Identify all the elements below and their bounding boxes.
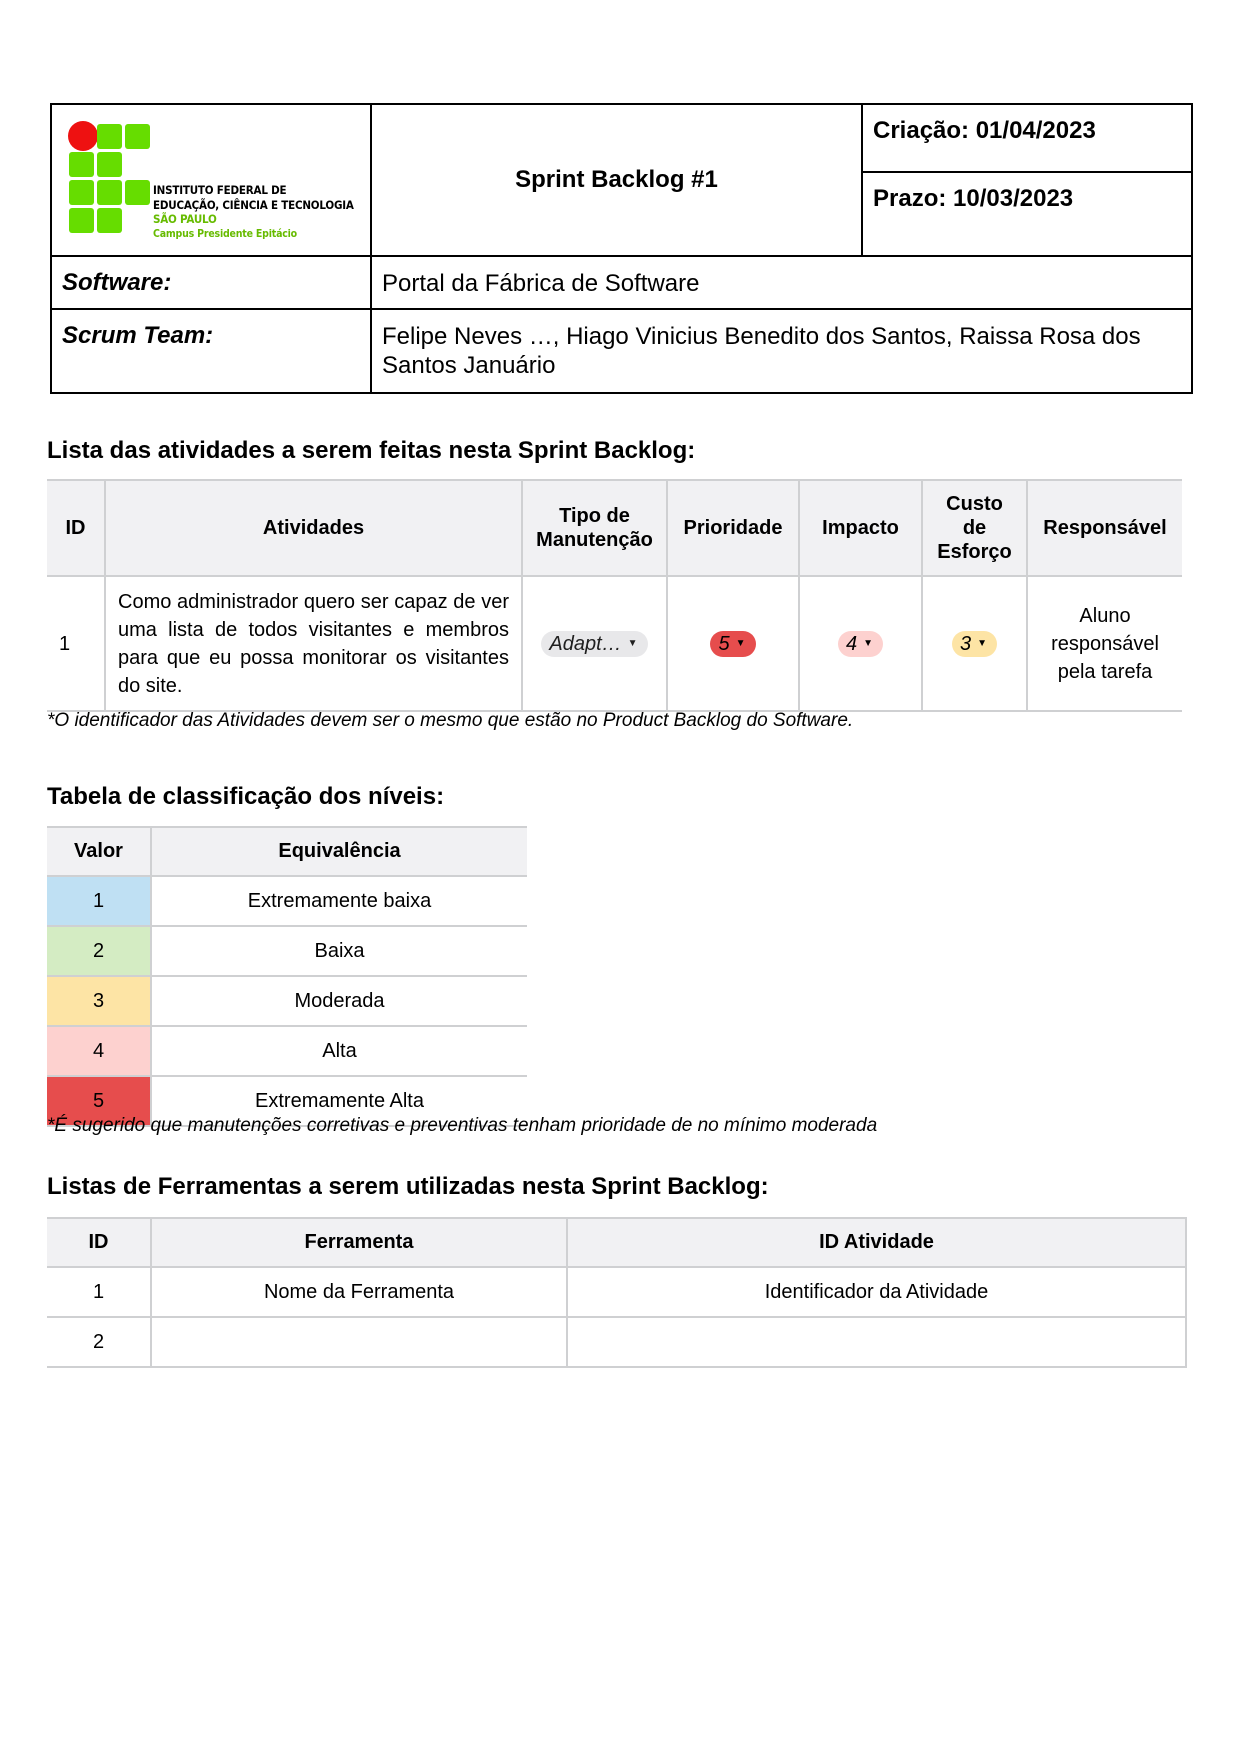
- chevron-down-icon: ▼: [863, 637, 874, 649]
- level-label: Moderada: [151, 976, 527, 1026]
- col-tool: Ferramenta: [151, 1218, 567, 1267]
- software-label: Software:: [51, 256, 371, 309]
- levels-heading: Tabela de classificação dos níveis:: [47, 783, 445, 810]
- col-effort: Custo de Esforço: [922, 480, 1027, 576]
- col-priority: Prioridade: [667, 480, 799, 576]
- col-activities: Atividades: [105, 480, 522, 576]
- col-value: Valor: [47, 827, 151, 876]
- maintenance-type-dropdown[interactable]: Adapt… ▼: [541, 631, 647, 657]
- tools-heading: Listas de Ferramentas a serem utilizadas nesta Sprint Backlog:: [47, 1173, 769, 1200]
- table-row: [47, 976, 527, 1026]
- level-value: 1: [47, 876, 151, 926]
- table-row: [47, 1026, 527, 1076]
- col-equivalence: Equivalência: [151, 827, 527, 876]
- level-value: 3: [47, 976, 151, 1026]
- maintenance-type-cell: [522, 576, 667, 711]
- effort-dropdown[interactable]: 3 ▼: [952, 631, 997, 657]
- priority-cell: [667, 576, 799, 711]
- logo-red-circle: [68, 121, 98, 151]
- chevron-down-icon: ▼: [627, 637, 638, 649]
- chevron-down-icon: ▼: [735, 637, 746, 649]
- activities-table: [47, 479, 1182, 712]
- col-impact: Impacto: [799, 480, 922, 576]
- activities-note: *O identificador das Atividades devem ser o mesmo que estão no Product Backlog do Software.: [47, 710, 854, 731]
- level-label: Baixa: [151, 926, 527, 976]
- software-value: Portal da Fábrica de Software: [371, 256, 1192, 309]
- tool-name: Nome da Ferramenta: [151, 1267, 567, 1317]
- tools-table: [47, 1217, 1187, 1368]
- activity-id: 1: [47, 576, 105, 711]
- chevron-down-icon: ▼: [977, 637, 988, 649]
- table-row: [47, 926, 527, 976]
- effort-cell: [922, 576, 1027, 711]
- tool-activity-id: Identificador da Atividade: [567, 1267, 1186, 1317]
- team-label: Scrum Team:: [51, 309, 371, 393]
- level-label: Alta: [151, 1026, 527, 1076]
- institution-logo: [68, 121, 368, 241]
- impact-cell: [799, 576, 922, 711]
- level-value: 5: [47, 1076, 151, 1126]
- table-row: [47, 1267, 1186, 1317]
- table-row: [47, 876, 527, 926]
- dates-cell: [862, 104, 1192, 256]
- tool-id: 1: [47, 1267, 151, 1317]
- col-tool-id: ID: [47, 1218, 151, 1267]
- document-title: Sprint Backlog #1: [371, 104, 862, 256]
- deadline-date: Prazo: 10/03/2023: [873, 185, 1074, 212]
- level-value: 2: [47, 926, 151, 976]
- responsible-cell: Aluno responsável pela tarefa: [1027, 576, 1182, 711]
- tool-activity-id: [567, 1317, 1186, 1367]
- col-maintenance-type: Tipo de Manutenção: [522, 480, 667, 576]
- level-label: Extremamente Alta: [151, 1076, 527, 1126]
- table-row: [47, 1317, 1186, 1367]
- creation-date: Criação: 01/04/2023: [863, 105, 1191, 173]
- tool-id: 2: [47, 1317, 151, 1367]
- level-label: Extremamente baixa: [151, 876, 527, 926]
- activity-description: Como administrador quero ser capaz de ver uma lista de todos visitantes e membros para que eu possa monitorar os visitantes do site.: [105, 576, 522, 711]
- tool-name: [151, 1317, 567, 1367]
- header-table: [50, 103, 1193, 394]
- col-id: ID: [47, 480, 105, 576]
- level-value: 4: [47, 1026, 151, 1076]
- col-activity-id: ID Atividade: [567, 1218, 1186, 1267]
- table-row: [47, 576, 1182, 711]
- levels-note: *É sugerido que manutenções corretivas e preventivas tenham prioridade de no mínimo moderada: [47, 1115, 878, 1136]
- priority-dropdown[interactable]: 5 ▼: [710, 631, 755, 657]
- col-responsible: Responsável: [1027, 480, 1182, 576]
- team-value: Felipe Neves …, Hiago Vinicius Benedito dos Santos, Raissa Rosa dos Santos Januário: [371, 309, 1192, 393]
- activities-heading: Lista das atividades a serem feitas nesta Sprint Backlog:: [47, 437, 696, 464]
- logo-cell: [51, 104, 371, 256]
- logo-text: INSTITUTO FEDERAL DE EDUCAÇÃO, CIÊNCIA E TECNOLOGIA SÃO PAULO Campus Presidente Epitácio: [153, 183, 354, 240]
- levels-table: [47, 826, 527, 1127]
- impact-dropdown[interactable]: 4 ▼: [838, 631, 883, 657]
